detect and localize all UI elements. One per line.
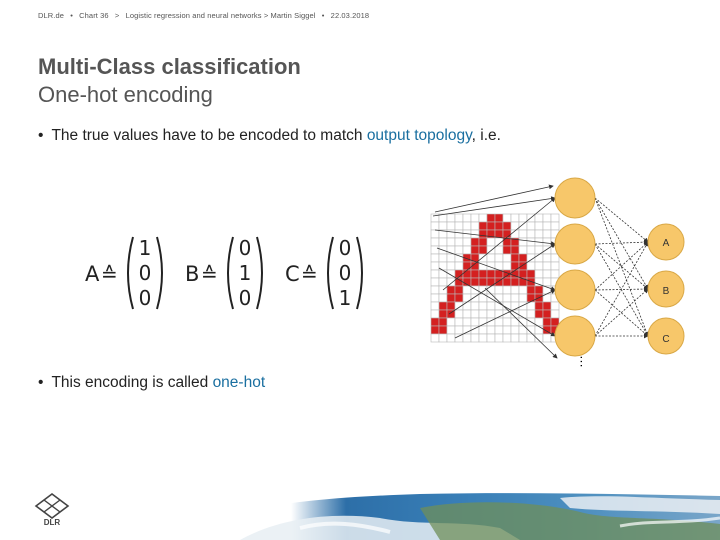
pixel-off <box>511 286 519 294</box>
pixel-on <box>527 278 535 286</box>
pixel-off <box>519 334 527 342</box>
pixel-off <box>431 294 439 302</box>
output-label-b: B <box>662 286 670 297</box>
pixel-off <box>455 326 463 334</box>
pixel-off <box>463 334 471 342</box>
pixel-on <box>495 214 503 222</box>
pixel-off <box>487 238 495 246</box>
pixel-off <box>495 326 503 334</box>
input-edge <box>435 186 553 212</box>
pixel-off <box>519 286 527 294</box>
pixel-on <box>431 318 439 326</box>
pixel-off <box>471 318 479 326</box>
pixel-off <box>431 334 439 342</box>
pixel-off <box>535 270 543 278</box>
pixel-off <box>543 278 551 286</box>
pixel-off <box>431 262 439 270</box>
pixel-off <box>503 334 511 342</box>
pixel-on <box>543 302 551 310</box>
pixel-on <box>511 278 519 286</box>
pixel-off <box>447 326 455 334</box>
pixel-on <box>439 310 447 318</box>
logo-text: DLR <box>43 518 61 526</box>
pixel-off <box>463 302 471 310</box>
bullet-text: The true values have to be encoded to match <box>51 127 367 144</box>
pixel-off <box>543 334 551 342</box>
hidden-output-edge <box>595 198 648 242</box>
pixel-off <box>447 278 455 286</box>
header-sep: • <box>321 11 325 20</box>
pixel-on <box>503 278 511 286</box>
slide-title <box>38 53 301 109</box>
pixel-on <box>439 318 447 326</box>
pixel-off <box>447 222 455 230</box>
pixel-off <box>551 222 559 230</box>
pixel-off <box>487 294 495 302</box>
pixel-off <box>431 230 439 238</box>
pixel-off <box>511 214 519 222</box>
pixel-on <box>479 222 487 230</box>
pixel-off <box>511 334 519 342</box>
pixel-on <box>527 286 535 294</box>
pixel-off <box>439 222 447 230</box>
pixel-off <box>447 318 455 326</box>
bullet-item <box>38 127 501 145</box>
hidden-node <box>555 270 595 310</box>
pixel-off <box>439 238 447 246</box>
pixel-off <box>519 246 527 254</box>
pixel-off <box>463 238 471 246</box>
pixel-on <box>479 278 487 286</box>
pixel-off <box>471 214 479 222</box>
pixel-on <box>543 310 551 318</box>
pixel-off <box>431 238 439 246</box>
pixel-off <box>447 262 455 270</box>
pixel-off <box>431 222 439 230</box>
pixel-off <box>455 230 463 238</box>
hidden-node <box>555 316 595 356</box>
output-label-a: A <box>662 238 670 249</box>
pixel-off <box>503 318 511 326</box>
pixel-on <box>487 222 495 230</box>
pixel-off <box>463 326 471 334</box>
pixel-off <box>447 254 455 262</box>
bullet-marker: • <box>38 127 44 144</box>
pixel-off <box>479 302 487 310</box>
pixel-off <box>503 294 511 302</box>
pixel-off <box>431 286 439 294</box>
pixel-off <box>479 214 487 222</box>
hidden-node <box>555 224 595 264</box>
pixel-off <box>455 222 463 230</box>
pixel-off <box>431 254 439 262</box>
pixel-off <box>439 270 447 278</box>
pixel-off <box>439 254 447 262</box>
pixel-on <box>519 270 527 278</box>
pixel-on <box>503 238 511 246</box>
pixel-on <box>519 254 527 262</box>
pixel-off <box>471 222 479 230</box>
pixel-off <box>535 278 543 286</box>
pixel-off <box>487 326 495 334</box>
pixel-off <box>431 302 439 310</box>
pixel-off <box>503 286 511 294</box>
pixel-off <box>471 310 479 318</box>
vector-entry: 0 <box>338 261 352 285</box>
pixel-on <box>471 270 479 278</box>
header-sep: • <box>70 11 73 20</box>
pixel-off <box>431 246 439 254</box>
output-label-c: C <box>662 334 670 345</box>
bullet-text-end: , i.e. <box>471 127 501 144</box>
pixel-off <box>447 214 455 222</box>
pixel-off <box>527 222 535 230</box>
pixel-off <box>551 254 559 262</box>
pixel-off <box>431 270 439 278</box>
pixel-off <box>511 326 519 334</box>
pixel-on <box>447 302 455 310</box>
network-nodes <box>555 178 684 356</box>
encoding-eq-sign: ≙ <box>301 262 318 286</box>
pixel-off <box>519 222 527 230</box>
pixel-off <box>439 334 447 342</box>
pixel-on <box>535 302 543 310</box>
bullet-item <box>38 374 265 392</box>
pixel-on <box>463 262 471 270</box>
encoding-label: B <box>185 262 200 286</box>
pixel-on <box>503 246 511 254</box>
pixel-off <box>519 302 527 310</box>
one-hot-encoding-formula <box>85 233 375 313</box>
pixel-off <box>447 238 455 246</box>
pixel-on <box>551 318 559 326</box>
vector-entry: 0 <box>238 286 252 310</box>
letter-a-pixel-grid <box>431 214 559 342</box>
pixel-off <box>535 230 543 238</box>
header-chart-number: Chart 36 <box>79 11 109 20</box>
pixel-on <box>439 326 447 334</box>
bullet-text: This encoding is called <box>51 374 213 391</box>
vector-entry: 1 <box>238 261 252 285</box>
pixel-off <box>455 334 463 342</box>
pixel-off <box>479 334 487 342</box>
pixel-off <box>535 214 543 222</box>
pixel-off <box>455 238 463 246</box>
pixel-off <box>487 286 495 294</box>
pixel-on <box>479 238 487 246</box>
left-paren-icon <box>128 237 133 309</box>
pixel-on <box>527 294 535 302</box>
encoding-label: C <box>285 262 300 286</box>
pixel-on <box>503 230 511 238</box>
pixel-on <box>471 278 479 286</box>
pixel-off <box>479 310 487 318</box>
pixel-off <box>487 334 495 342</box>
encoding-eq-sign: ≙ <box>101 262 118 286</box>
pixel-off <box>455 214 463 222</box>
pixel-off <box>463 246 471 254</box>
pixel-off <box>535 326 543 334</box>
pixel-off <box>519 214 527 222</box>
pixel-off <box>519 238 527 246</box>
pixel-off <box>503 326 511 334</box>
title-main: Multi-Class classification <box>38 54 301 79</box>
pixel-off <box>487 310 495 318</box>
vector-entry: 0 <box>238 236 252 260</box>
pixel-off <box>463 294 471 302</box>
hidden-output-edge <box>595 242 648 336</box>
pixel-on <box>535 310 543 318</box>
pixel-on <box>447 294 455 302</box>
encoding-eq-sign: ≙ <box>201 262 218 286</box>
pixel-on <box>447 286 455 294</box>
header-date: 22.03.2018 <box>330 11 370 20</box>
pixel-on <box>543 318 551 326</box>
pixel-off <box>511 318 519 326</box>
vector-entry: 0 <box>338 236 352 260</box>
pixel-off <box>439 294 447 302</box>
pixel-off <box>543 254 551 262</box>
pixel-on <box>535 286 543 294</box>
pixel-on <box>479 246 487 254</box>
pixel-off <box>487 302 495 310</box>
pixel-off <box>535 222 543 230</box>
pixel-off <box>551 302 559 310</box>
vector-entry: 1 <box>338 286 352 310</box>
pixel-off <box>455 310 463 318</box>
pixel-off <box>543 270 551 278</box>
pixel-off <box>479 326 487 334</box>
hidden-node <box>555 178 595 218</box>
right-paren-icon <box>357 237 362 309</box>
pixel-off <box>439 278 447 286</box>
pixel-on <box>455 294 463 302</box>
pixel-off <box>431 278 439 286</box>
neural-network-diagram <box>425 168 695 383</box>
slide-header <box>38 11 373 20</box>
pixel-off <box>487 254 495 262</box>
pixel-off <box>511 294 519 302</box>
header-org: DLR.de <box>38 11 65 20</box>
vector-entry: 0 <box>138 261 152 285</box>
pixel-off <box>455 318 463 326</box>
pixel-off <box>527 246 535 254</box>
pixel-off <box>551 310 559 318</box>
hidden-layer-ellipsis: … <box>570 355 585 368</box>
pixel-off <box>527 238 535 246</box>
pixel-off <box>543 222 551 230</box>
pixel-off <box>463 310 471 318</box>
pixel-off <box>535 262 543 270</box>
header-sep: > <box>114 11 120 20</box>
pixel-off <box>543 230 551 238</box>
pixel-off <box>463 318 471 326</box>
bullet-highlight: one-hot <box>212 374 266 391</box>
pixel-off <box>527 310 535 318</box>
encoding-label: A <box>85 262 100 286</box>
pixel-on <box>479 270 487 278</box>
pixel-off <box>471 302 479 310</box>
pixel-off <box>463 222 471 230</box>
pixel-off <box>455 246 463 254</box>
pixel-on <box>527 270 535 278</box>
bullet-marker: • <box>38 374 44 391</box>
pixel-on <box>431 326 439 334</box>
pixel-on <box>463 270 471 278</box>
left-paren-icon <box>228 237 233 309</box>
hidden-output-edge <box>595 242 648 290</box>
title-sub: One-hot encoding <box>38 82 213 107</box>
pixel-off <box>495 254 503 262</box>
pixel-on <box>479 230 487 238</box>
pixel-off <box>463 214 471 222</box>
pixel-on <box>495 222 503 230</box>
pixel-off <box>527 262 535 270</box>
earth-satellite-banner <box>0 468 720 540</box>
pixel-on <box>471 238 479 246</box>
pixel-off <box>551 262 559 270</box>
vector-entry: 0 <box>138 286 152 310</box>
pixel-on <box>455 286 463 294</box>
left-paren-icon <box>328 237 333 309</box>
pixel-on <box>439 302 447 310</box>
pixel-off <box>503 214 511 222</box>
pixel-off <box>431 310 439 318</box>
right-paren-icon <box>157 237 162 309</box>
right-paren-icon <box>257 237 262 309</box>
pixel-off <box>471 334 479 342</box>
pixel-on <box>503 222 511 230</box>
pixel-off <box>495 334 503 342</box>
pixel-off <box>495 318 503 326</box>
bullet-highlight: output topology <box>366 127 472 144</box>
pixel-off <box>495 294 503 302</box>
pixel-off <box>551 214 559 222</box>
pixel-off <box>447 334 455 342</box>
pixel-off <box>543 262 551 270</box>
pixel-off <box>543 238 551 246</box>
pixel-off <box>551 270 559 278</box>
pixel-on <box>511 246 519 254</box>
pixel-on <box>511 254 519 262</box>
pixel-off <box>519 294 527 302</box>
pixel-off <box>543 214 551 222</box>
header-path: Logistic regression and neural networks > Martin Siggel <box>125 11 316 20</box>
pixel-off <box>503 254 511 262</box>
vector-entry: 1 <box>138 236 152 260</box>
pixel-off <box>463 286 471 294</box>
pixel-on <box>487 214 495 222</box>
pixel-off <box>527 230 535 238</box>
pixel-off <box>535 254 543 262</box>
pixel-on <box>471 246 479 254</box>
pixel-off <box>503 262 511 270</box>
pixel-on <box>487 270 495 278</box>
pixel-off <box>519 230 527 238</box>
pixel-off <box>495 286 503 294</box>
pixel-off <box>495 246 503 254</box>
pixel-off <box>455 262 463 270</box>
